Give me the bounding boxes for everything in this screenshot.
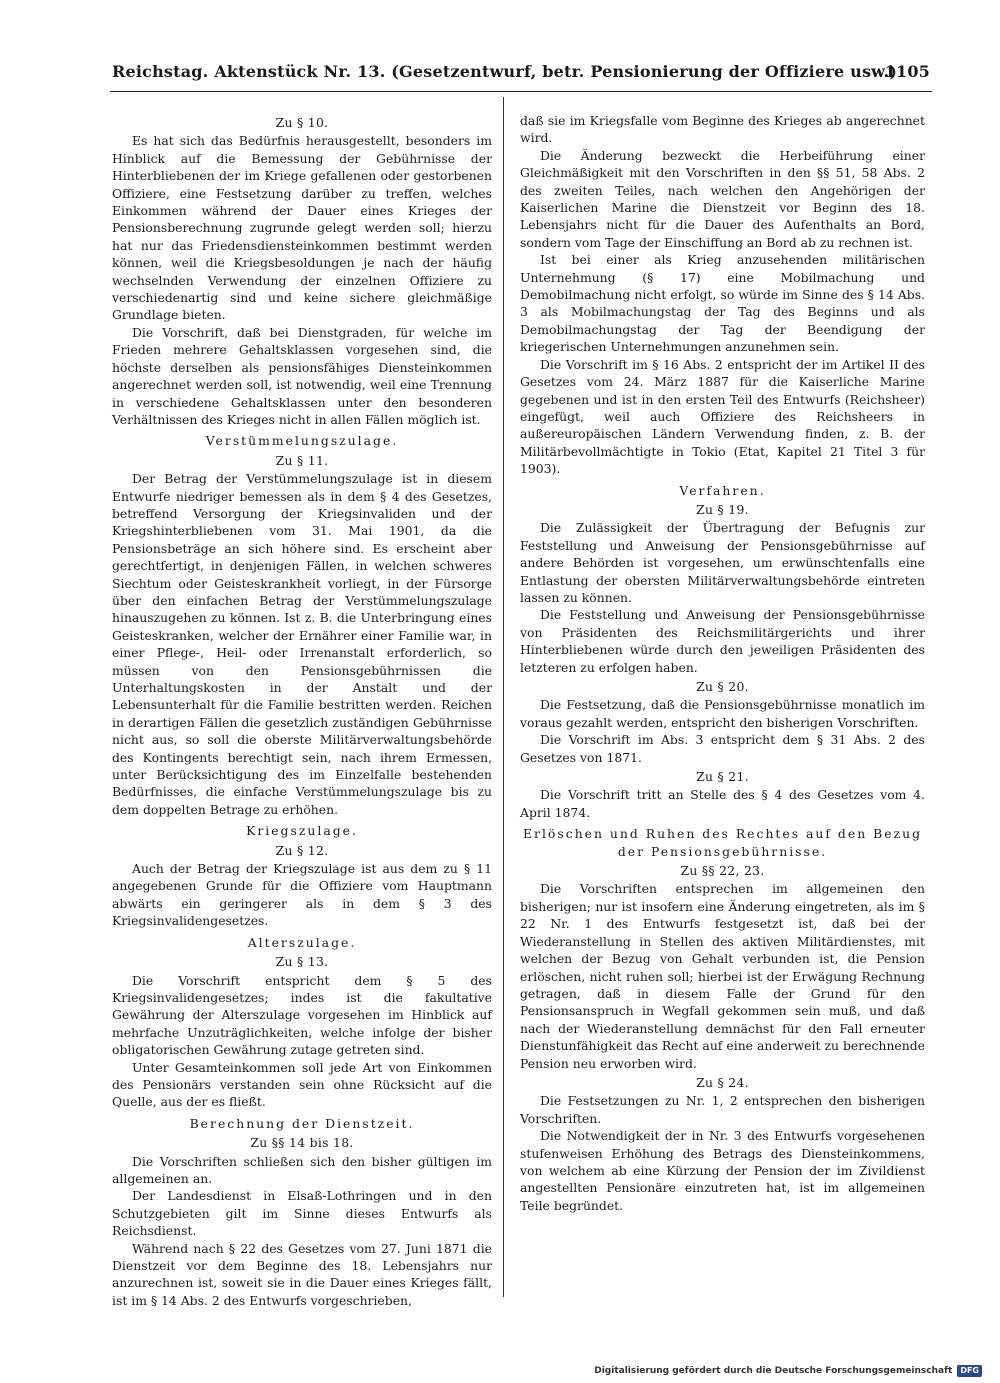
subsection-title: Kriegszulage. — [246, 823, 358, 839]
subsection-title: Verfahren. — [679, 482, 766, 498]
paragraph: Die Vorschriften entsprechen im allgemeinen den bisherigen; nur ist insofern eine Änderung eingetreten, als im § 22 Nr. 1 des Entwurfs festgesetzt ist, daß bei der Wiederanstellung in Stellen des aktiven Militärdienstes, mit welchen der Bezug von Gehalt verbunden ist, die Pension erlöschen, nicht ruhen soll; hierbei ist der Erwägung Rechnung getragen, daß in diesem Falle der Grund für den Pensionsanspruch in Wegfall gekommen sein muß, und daß nach der Wiederanstellung demnächst für den Fall erneuter Dienstunfähigkeit das Recht auf eine anderweit zu berechnende Pension neu erworben wird. — [520, 881, 925, 1071]
section-heading: Zu § 12. — [275, 842, 329, 858]
paragraph: Der Landesdienst in Elsaß-Lothringen und in den Schutzgebieten gilt im Sinne dieses Entwurfs als Reichsdienst. — [112, 1188, 492, 1239]
column-divider — [503, 97, 504, 1297]
section-heading: Zu §§ 22, 23. — [680, 863, 765, 879]
left-column — [112, 112, 492, 1309]
section-heading: Zu § 11. — [275, 452, 329, 468]
paragraph: Die Vorschrift tritt an Stelle des § 4 des Gesetzes vom 4. April 1874. — [520, 787, 925, 820]
paragraph: Die Vorschrift im Abs. 3 entspricht dem § 31 Abs. 2 des Gesetzes von 1871. — [520, 732, 925, 765]
paragraph: Die Änderung bezweckt die Herbeiführung einer Gleichmäßigkeit mit den Vorschriften in den §§ 51, 58 Abs. 2 des zweiten Teiles, nach welchen den Angehörigen der Kaiserlichen Marine die Dienstzeit vor Beginn des 18. Lebensjahrs nicht für die Dauer des Aufenthalts an Bord, sondern vom Tage der Einschiffung an Bord ab zu rechnen ist. — [520, 147, 925, 250]
dfg-logo-icon: DFG — [957, 1365, 982, 1377]
paragraph: Die Notwendigkeit der in Nr. 3 des Entwurfs vorgesehenen stufenweisen Erhöhung des Betrags des Diensteinkommens, von welchem ab eine Kürzung der Pension der im Zivildienst angestellten Pensionäre einzutreten hat, ist im allgemeinen Teile begründet. — [520, 1128, 925, 1213]
footer-text: Digitalisierung gefördert durch die Deutsche Forschungsgemeinschaft — [594, 1366, 953, 1376]
funding-footer — [594, 1364, 982, 1378]
section-heading: Zu § 13. — [275, 954, 329, 970]
header-title: Reichstag. Aktenstück Nr. 13. (Gesetzentwurf, betr. Pensionierung der Offiziere usw.) — [112, 62, 898, 81]
paragraph: daß sie im Kriegsfalle vom Beginne des Krieges ab angerechnet wird. — [520, 113, 925, 146]
paragraph: Die Vorschrift, daß bei Dienstgraden, für welche im Frieden mehrere Gehaltsklassen vorgesehen sind, die höchste derselben als pensionsfähiges Diensteinkommen angerechnet werden soll, ist notwendig, weil eine Trennung in verschiedene Gehaltsklassen unter den besonderen Verhältnissen des Krieges nicht in allen Fällen möglich ist. — [112, 324, 492, 427]
paragraph: Es hat sich das Bedürfnis herausgestellt, besonders im Hinblick auf die Bemessung der Gebührnisse der Hinterbliebenen der im Kriege gefallenen oder gestorbenen Offiziere, eine Festsetzung darüber zu treffen, welches Einkommen während der Dauer eines Krieges der Pensionsberechnung zugrunde gelegt werden soll; hierzu hat nur das Friedensdiensteinkommen bestimmt werden können, weil die Kriegsbesoldungen je nach der häufig wechselnden Verwendung der einzelnen Offiziere zu verschiedenartig sind und keine sichere gleichmäßige Grundlage bieten. — [112, 133, 492, 323]
paragraph: Die Festsetzungen zu Nr. 1, 2 entsprechen den bisherigen Vorschriften. — [520, 1093, 925, 1126]
page-number: 1105 — [884, 62, 930, 81]
paragraph: Unter Gesamteinkommen soll jede Art von Einkommen des Pensionärs verstanden sein ohne Rücksicht auf die Quelle, aus der es fließt. — [112, 1059, 492, 1110]
paragraph: Die Festsetzung, daß die Pensionsgebührnisse monatlich im voraus gezahlt werden, entspricht den bisherigen Vorschriften. — [520, 697, 925, 730]
section-heading: Zu § 19. — [696, 501, 749, 517]
subsection-title: Berechnung der Dienstzeit. — [189, 1115, 415, 1131]
section-heading: Zu § 20. — [696, 679, 749, 694]
paragraph: Die Feststellung und Anweisung der Pensionsgebührnisse von Präsidenten des Reichsmilitärgerichts und ihrer Hinterbliebenen würde durch den jeweiligen Präsidenten des letzteren zu erfolgen haben. — [520, 607, 925, 675]
subsection-title: Verstümmelungszulage. — [205, 433, 399, 449]
paragraph: Die Vorschrift entspricht dem § 5 des Kriegsinvalidengesetzes; indes ist die fakultative Gewährung der Alterszulage vorgesehen im Hinblick auf mehrfache Unzuträglichkeiten, welche infolge der bisher obligatorischen Gewährung zutage getreten sind. — [112, 972, 492, 1058]
right-column — [520, 112, 925, 1214]
section-heading: Zu § 10. — [275, 115, 329, 130]
section-heading: Zu §§ 14 bis 18. — [250, 1135, 354, 1151]
paragraph: Die Vorschriften schließen sich den bisher gültigen im allgemeinen an. — [112, 1153, 492, 1186]
subsection-title: Alterszulage. — [247, 934, 357, 950]
section-heading: Zu § 24. — [696, 1074, 749, 1090]
section-heading: Zu § 21. — [696, 769, 749, 785]
paragraph: Während nach § 22 des Gesetzes vom 27. Juni 1871 die Dienstzeit vor dem Beginne des 18. Lebensjahrs nur anzurechnen ist, soweit sie in die Dauer eines Krieges fällt, ist im § 14 Abs. 2 des Entwurfs vorgeschrieben, — [112, 1240, 492, 1308]
running-header — [112, 62, 930, 86]
header-rule — [110, 91, 932, 92]
paragraph: Der Betrag der Verstümmelungszulage ist in diesem Entwurfe niedriger bemessen als in dem § 4 des Gesetzes, betreffend Versorgung der Kriegsinvaliden und der Kriegshinterbliebenen vom 31. Mai 1901, da die Pensionsbeträge an sich höhere sind. Es erscheint aber gerechtfertigt, in denjenigen Fällen, in welchen schweres Siechtum oder Geisteskrankheit vorliegt, in der Fürsorge über den einfachen Betrag der Verstümmelungszulage hinauszugehen zu können. Ist z. B. die Unterbringung eines Geisteskranken, welcher der Ernährer einer Familie war, in einer Pflege-, Heil- oder Irrenanstalt erforderlich, so müssen von den Pensionsgebührnissen die Unterhaltungskosten in der Anstalt und der Lebensunterhalt für die Familie bestritten werden. Reichen in derartigen Fällen die gesetzlich zuständigen Gebührnisse nicht aus, so soll die oberste Militärverwaltungsbehörde des Kontingents berechtigt sein, nach ihrem Ermessen, unter Berücksichtigung des im Einzelfalle bestehenden Bedürfnisses, die einfache Verstümmelungszulage bis zu dem doppelten Betrage zu erhöhen. — [112, 471, 492, 817]
paragraph: Die Zulässigkeit der Übertragung der Befugnis zur Feststellung und Anweisung der Pensionsgebührnisse auf andere Behörden ist vorgesehen, um erwünschtenfalls eine Entlastung der obersten Militärverwaltungsbehörde eintreten lassen zu können. — [520, 520, 925, 605]
subsection-title: Erlöschen und Ruhen des Rechtes auf den Bezug der Pensionsgebührnisse. — [523, 826, 922, 859]
paragraph: Ist bei einer als Krieg anzusehenden militärischen Unternehmung (§ 17) eine Mobilmachung und Demobilmachung nicht erfolgt, so würde im Sinne des § 14 Abs. 3 als Mobilmachungstag der Tag des Beginns und als Demobilmachungstag der Tag der Beendigung der kriegerischen Unternehmungen anzunehmen sein. — [520, 252, 925, 355]
paragraph: Auch der Betrag der Kriegszulage ist aus dem zu § 11 angegebenen Grunde für die Offiziere vom Hauptmann abwärts ein geringerer als in dem § 3 des Kriegsinvalidengesetzes. — [112, 861, 492, 929]
paragraph: Die Vorschrift im § 16 Abs. 2 entspricht der im Artikel II des Gesetzes vom 24. März 1887 für die Kaiserliche Marine gegebenen und ist in den ersten Teil des Entwurfs (Reichsheer) eingefügt, weil auch Offiziere des Reichsheers in außereuropäischen Ländern Verwendung finden, z. B. der Militärbevollmächtigte in Tokio (Etat, Kapitel 21 Titel 3 für 1903). — [520, 356, 925, 477]
